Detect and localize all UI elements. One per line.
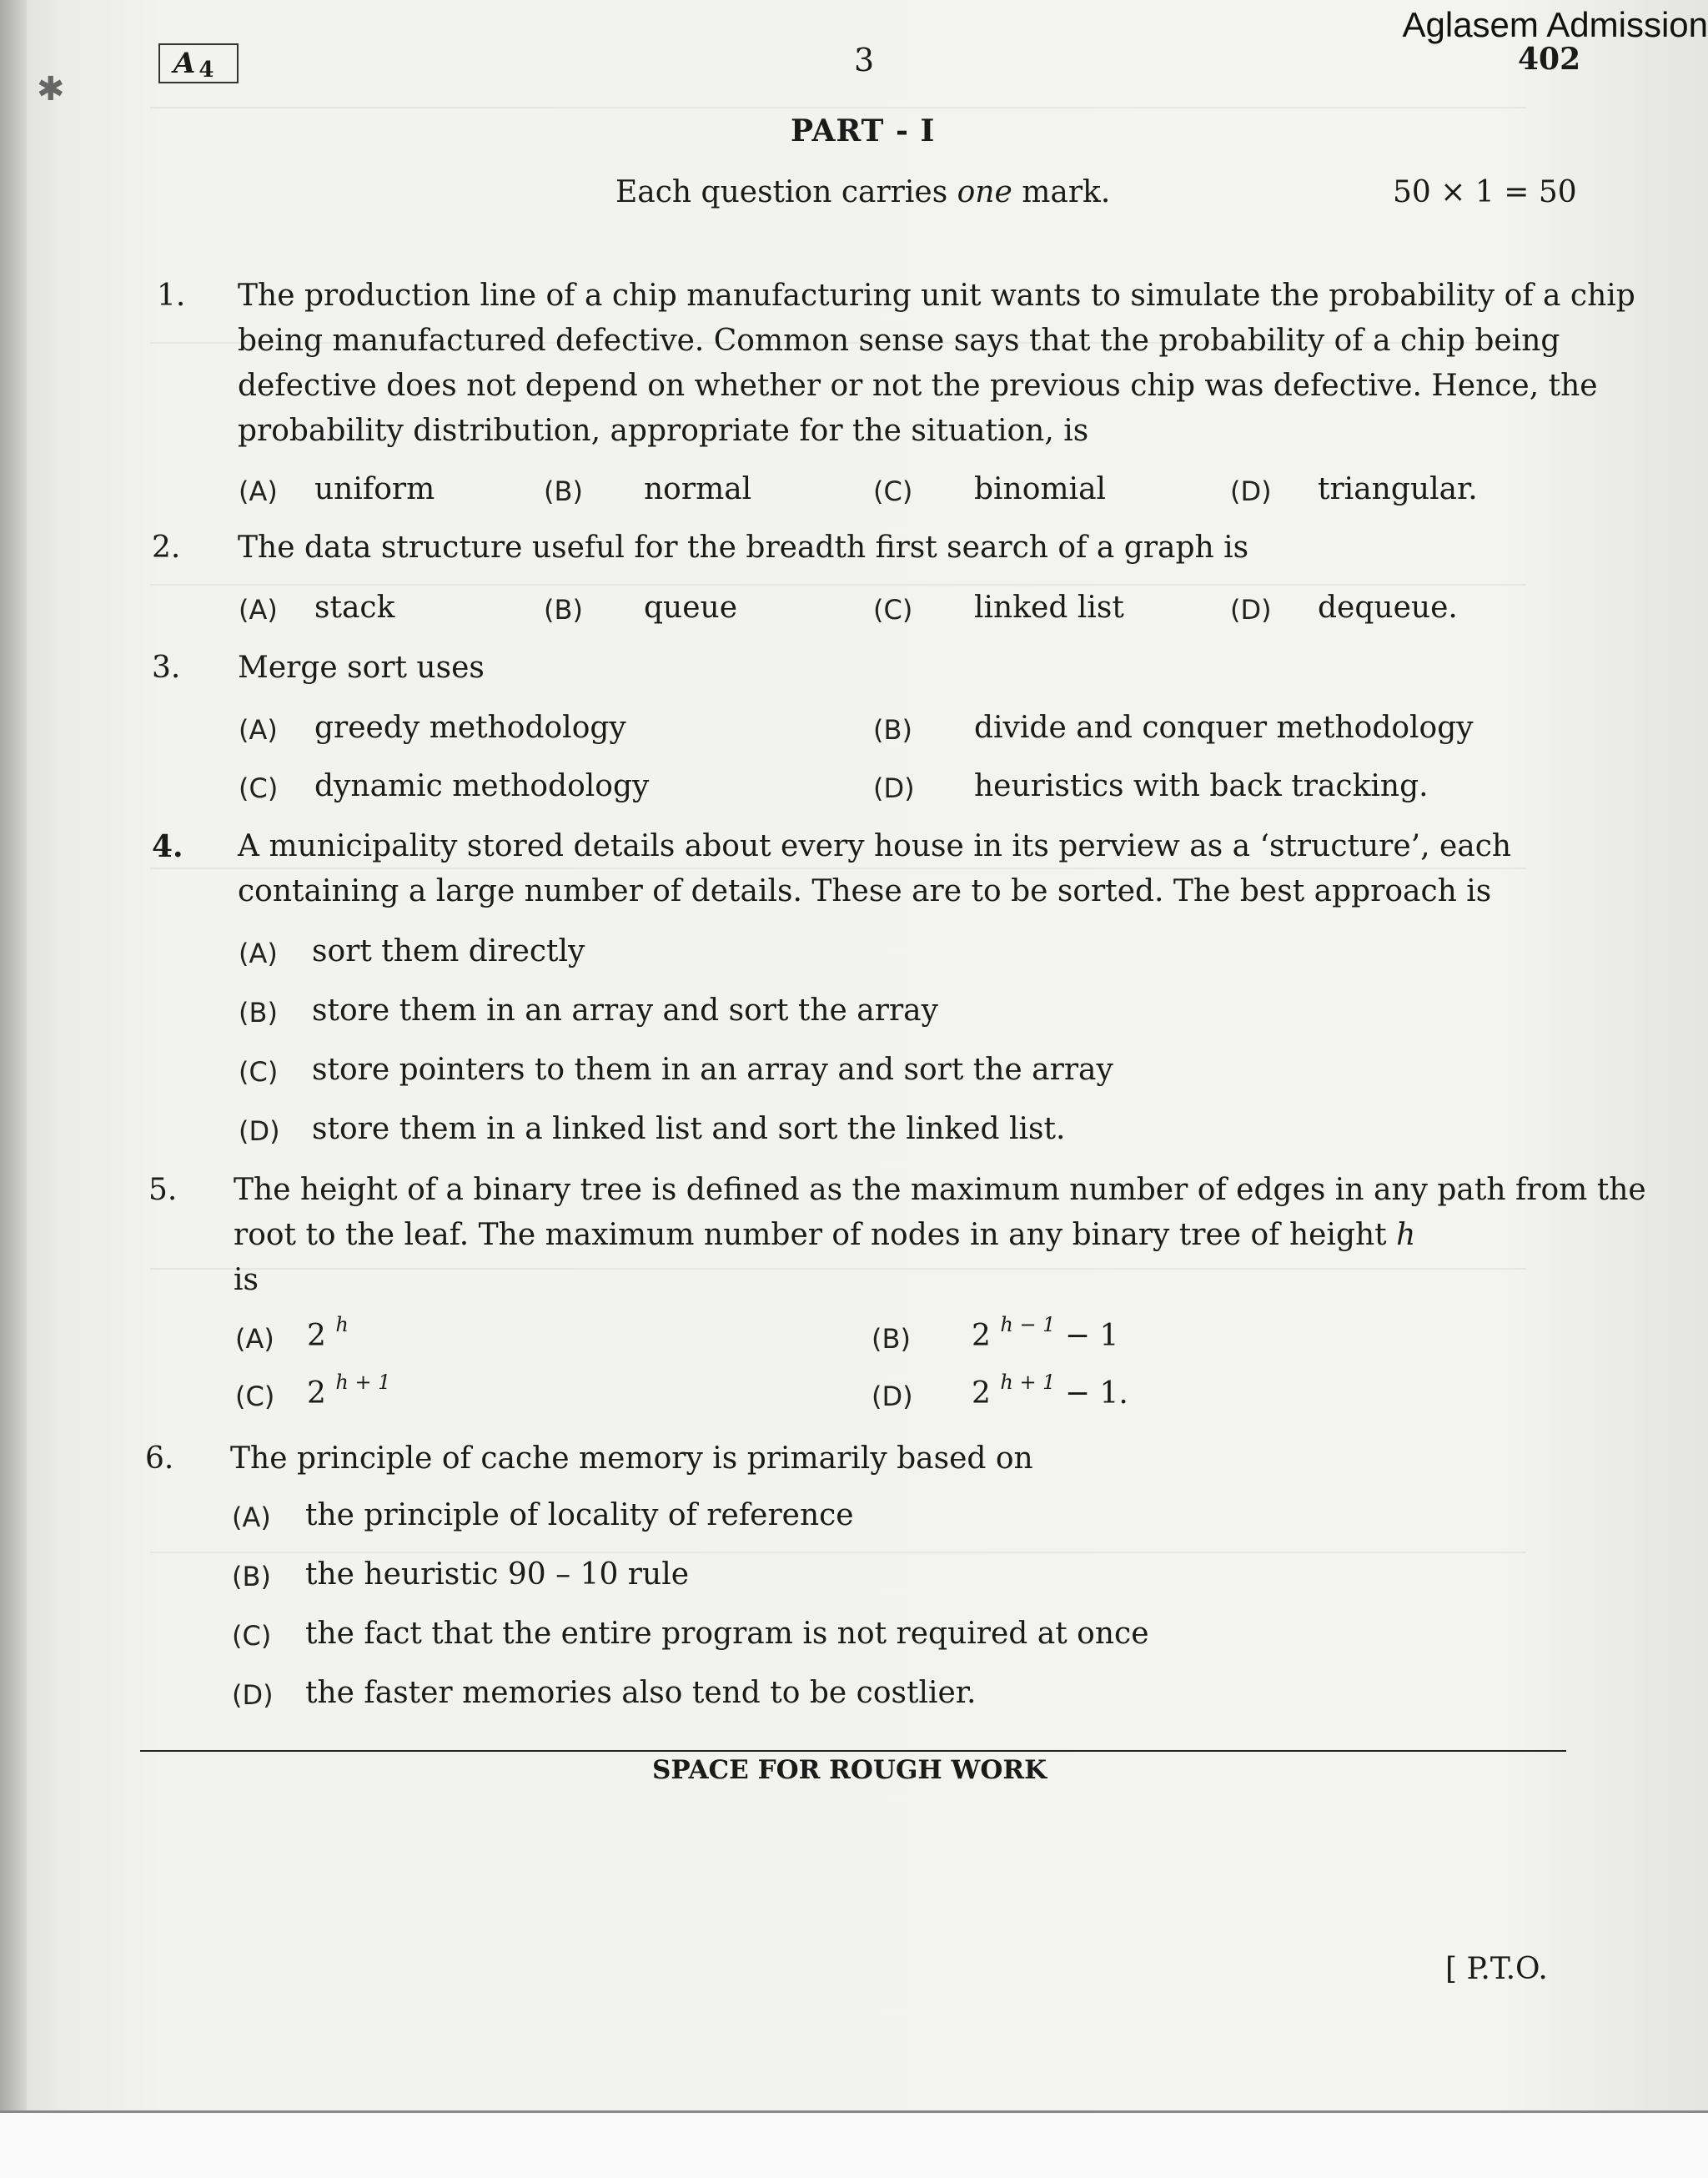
- option-label: (B): [239, 997, 278, 1029]
- option-label: (B): [544, 594, 583, 626]
- option-label: (B): [232, 1561, 271, 1592]
- option-text: the fact that the entire program is not required at once: [305, 1617, 1149, 1651]
- option-text: store them in a linked list and sort the linked list.: [312, 1112, 1065, 1146]
- option-text: greedy methodology: [314, 711, 626, 745]
- option-text: 2 $^{h + 1}$ − 1.: [972, 1374, 1128, 1411]
- question-number: 3.: [152, 651, 180, 685]
- question-text: The data structure useful for the breadth first search of a graph is: [238, 526, 1672, 571]
- option-label: (C): [239, 1056, 278, 1088]
- marks-scheme: 50 × 1 = 50: [1393, 175, 1577, 209]
- option-text: the faster memories also tend to be costlier.: [305, 1676, 976, 1710]
- scan-edge: [0, 0, 27, 2110]
- option-text: uniform: [314, 472, 435, 506]
- option-text: store pointers to them in an array and sort the array: [312, 1053, 1113, 1087]
- option-label: (A): [232, 1501, 271, 1533]
- option-label: (D): [1230, 475, 1272, 507]
- question-text: A municipality stored details about every house in its perview as a ‘structure’, each containing a large number of details. These are to be sorted. The best approach is: [238, 824, 1672, 914]
- option-label: (C): [873, 475, 912, 507]
- option-text: divide and conquer methodology: [974, 711, 1474, 745]
- option-label: (B): [872, 1323, 911, 1355]
- paper-code: 402: [1518, 42, 1580, 77]
- rough-work-heading: SPACE FOR ROUGH WORK: [652, 1755, 1047, 1785]
- watermark-text: Aglasem Admission: [1403, 5, 1708, 45]
- question-text: The height of a binary tree is defined as the maximum number of edges in any path from the root to the leaf. The maximum number of nodes in any binary tree of height h is: [234, 1168, 1668, 1303]
- option-text: binomial: [974, 472, 1106, 506]
- pto-marker: [ P.T.O.: [1445, 1952, 1548, 1986]
- option-label: (D): [239, 1115, 280, 1147]
- part-title: PART - I: [791, 113, 935, 148]
- question-text: The production line of a chip manufacturing unit wants to simulate the probability of a chip being manufactured defective. Common sense says that the probability of a chip being defective does not depend on whether or not the previous chip was defective. Hence, the probability distribution, appropriate for the situation, is: [238, 274, 1672, 454]
- option-text: queue: [644, 591, 737, 625]
- option-label: (B): [873, 714, 912, 746]
- option-label: (B): [544, 475, 583, 507]
- option-text: dequeue.: [1318, 591, 1458, 625]
- margin-mark: ✱: [37, 70, 65, 108]
- option-label: (D): [872, 1381, 913, 1412]
- option-text: the principle of locality of reference: [305, 1498, 854, 1532]
- option-label: (A): [239, 938, 278, 969]
- question-number: 5.: [148, 1173, 177, 1207]
- option-label: (C): [239, 772, 278, 804]
- question-number: 6.: [145, 1441, 173, 1476]
- question-number: 1.: [157, 279, 185, 313]
- option-text: stack: [314, 591, 394, 625]
- option-text: normal: [644, 472, 751, 506]
- option-label: (D): [232, 1679, 274, 1711]
- option-text: heuristics with back tracking.: [974, 769, 1429, 803]
- option-label: (D): [873, 772, 915, 804]
- option-label: (A): [239, 594, 278, 626]
- option-label: (C): [873, 594, 912, 626]
- option-text: sort them directly: [312, 934, 585, 968]
- question-text: The principle of cache memory is primarily based on: [230, 1436, 1665, 1481]
- scan-bottom-band: [0, 2110, 1708, 2178]
- option-text: store them in an array and sort the array: [312, 993, 938, 1028]
- instruction: Each question carries one mark.: [615, 175, 1110, 209]
- question-number: 4.: [152, 829, 183, 864]
- option-label: (C): [232, 1620, 271, 1652]
- series-sub: 4: [198, 58, 214, 83]
- option-label: (A): [239, 475, 278, 507]
- option-label: (C): [235, 1381, 274, 1412]
- option-text: triangular.: [1318, 472, 1478, 506]
- option-text: linked list: [974, 591, 1124, 625]
- option-text: 2 $^{h + 1}$: [307, 1374, 390, 1411]
- question-text: Merge sort uses: [238, 646, 1672, 691]
- option-text: the heuristic 90 – 10 rule: [305, 1557, 689, 1592]
- option-label: (D): [1230, 594, 1272, 626]
- series-letter: A: [173, 47, 195, 80]
- series-box: [158, 43, 239, 83]
- question-number: 2.: [152, 531, 180, 565]
- rough-work-divider: [140, 1750, 1566, 1752]
- option-text: 2 $^{h - 1}$ − 1: [972, 1316, 1118, 1353]
- option-label: (A): [235, 1323, 274, 1355]
- page-number: 3: [854, 42, 874, 78]
- option-text: dynamic methodology: [314, 769, 649, 803]
- option-label: (A): [239, 714, 278, 746]
- option-text: 2 $^h$: [307, 1316, 349, 1353]
